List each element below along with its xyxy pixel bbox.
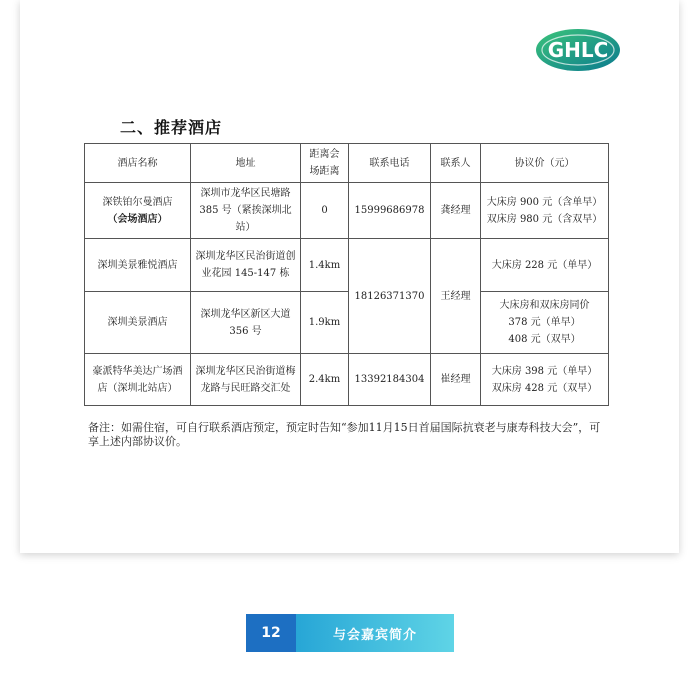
price-line: 大床房 398 元（单早）	[491, 365, 598, 377]
table-row	[85, 239, 609, 292]
hotel-table	[84, 143, 609, 406]
hotel-address: 深圳龙华区民治街道创业花园 145-147 栋	[191, 239, 301, 292]
table-row	[85, 354, 609, 406]
hotel-contact: 龚经理	[431, 183, 481, 239]
hotel-name-note: （会场酒店）	[107, 213, 168, 225]
price-line: 408 元（双早）	[508, 334, 581, 345]
table-header-row	[85, 144, 609, 183]
header-distance: 距离会场距离	[301, 144, 349, 183]
hotel-price-cell	[481, 292, 609, 354]
ghlc-logo	[535, 28, 621, 72]
footer-section-tab	[246, 614, 454, 652]
price-line: 双床房 980 元（含双早）	[486, 213, 603, 225]
hotel-name: 豪派特华美达广场酒店（深圳北站店）	[85, 354, 191, 406]
price-line: 大床房 228 元（单早）	[491, 259, 598, 271]
section-label: 与会嘉宾简介	[296, 614, 454, 652]
hotel-contact-shared: 王经理	[431, 239, 481, 354]
hotel-price-cell	[481, 183, 609, 239]
booking-note: 备注：如需住宿，可自行联系酒店预定，预定时告知“参加11月15日首届国际抗衰老与康寿科技大会”，可享上述内部协议价。	[88, 421, 601, 448]
hotel-address: 深圳龙华区新区大道 356 号	[191, 292, 301, 354]
hotel-distance: 1.4km	[301, 239, 349, 292]
hotel-contact: 崔经理	[431, 354, 481, 406]
table-row	[85, 183, 609, 239]
header-phone: 联系电话	[349, 144, 431, 183]
page-number: 12	[246, 614, 296, 652]
hotel-phone-shared: 18126371370	[349, 239, 431, 354]
hotel-name: 深圳美景酒店	[85, 292, 191, 354]
table-row	[85, 292, 609, 354]
header-address: 地址	[191, 144, 301, 183]
hotel-distance: 1.9km	[301, 292, 349, 354]
hotel-price-cell	[481, 354, 609, 406]
price-line: 大床房 900 元（含单早）	[486, 196, 603, 208]
hotel-address: 深圳市龙华区民塘路 385 号（紧挨深圳北站）	[191, 183, 301, 239]
section-title: 二、推荐酒店	[120, 118, 223, 137]
logo-text: GHLC	[547, 38, 609, 62]
price-line: 双床房 428 元（双早）	[491, 382, 598, 394]
hotel-price-cell	[481, 239, 609, 292]
hotel-name: 深圳美景雅悦酒店	[85, 239, 191, 292]
hotel-distance: 0	[301, 183, 349, 239]
hotel-name-cell	[85, 183, 191, 239]
price-line: 大床房和双床房同价	[499, 300, 590, 311]
hotel-address: 深圳龙华区民治街道梅龙路与民旺路交汇处	[191, 354, 301, 406]
header-price: 协议价（元）	[481, 144, 609, 183]
header-hotel-name: 酒店名称	[85, 144, 191, 183]
hotel-name: 深铁铂尔曼酒店	[102, 196, 173, 208]
header-contact: 联系人	[431, 144, 481, 183]
hotel-distance: 2.4km	[301, 354, 349, 406]
hotel-phone: 15999686978	[349, 183, 431, 239]
hotel-phone: 13392184304	[349, 354, 431, 406]
price-line: 378 元（单早）	[508, 317, 581, 328]
